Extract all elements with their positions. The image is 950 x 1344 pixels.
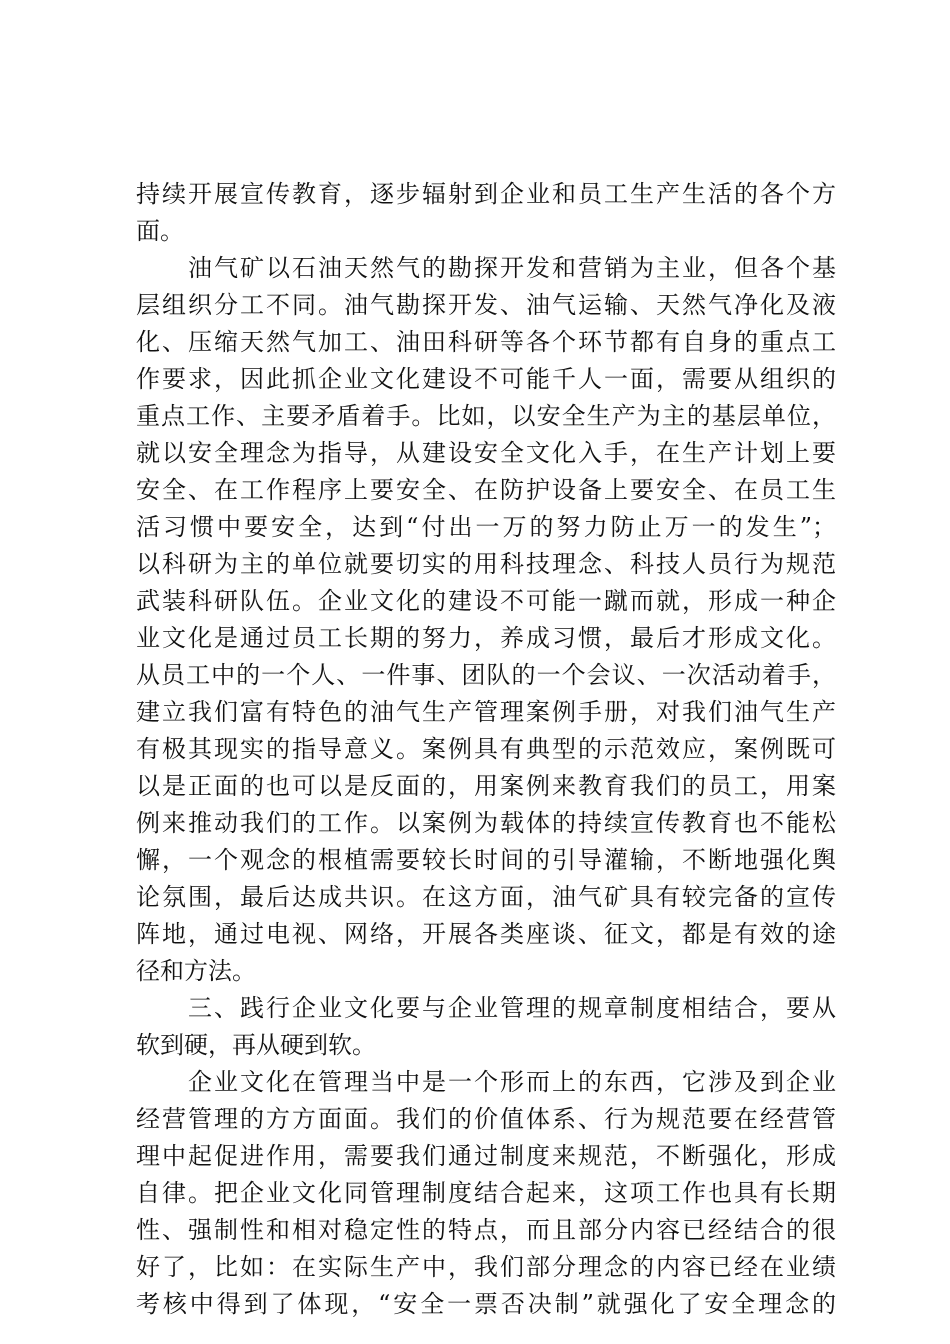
text-line: 安全、在工作程序上要安全、在防护设备上要安全、在员工生: [136, 476, 836, 504]
text-line: 经营管理的方方面面。我们的价值体系、行为规范要在经营管: [136, 1105, 836, 1133]
text-line: 有极其现实的指导意义。案例具有典型的示范效应，案例既可: [136, 735, 836, 763]
text-line: 自律。把企业文化同管理制度结合起来，这项工作也具有长期: [136, 1179, 836, 1207]
text-line: 企业文化在管理当中是一个形而上的东西，它涉及到企业: [136, 1068, 836, 1096]
text-line: 懈，一个观念的根植需要较长时间的引导灌输，不断地强化舆: [136, 846, 836, 874]
text-line: 论氛围，最后达成共识。在这方面，油气矿具有较完备的宣传: [136, 883, 836, 911]
text-line: 好了，比如：在实际生产中，我们部分理念的内容已经在业绩: [136, 1253, 836, 1281]
text-line: 业文化是通过员工长期的努力，养成习惯，最后才形成文化。: [136, 624, 836, 652]
text-line: 油气矿以石油天然气的勘探开发和营销为主业，但各个基: [136, 254, 836, 282]
text-line: 理中起促进作用，需要我们通过制度来规范，不断强化，形成: [136, 1142, 836, 1170]
text-line: 性、强制性和相对稳定性的特点，而且部分内容已经结合的很: [136, 1216, 836, 1244]
text-line: 武装科研队伍。企业文化的建设不可能一蹴而就，形成一种企: [136, 587, 836, 615]
text-line: 持续开展宣传教育，逐步辐射到企业和员工生产生活的各个方: [136, 180, 836, 208]
text-line: 面。: [136, 217, 184, 245]
text-line: 以科研为主的单位就要切实的用科技理念、科技人员行为规范: [136, 550, 836, 578]
text-line: 活习惯中要安全，达到“付出一万的努力防止万一的发生”；: [136, 513, 836, 541]
text-line: 以是正面的也可以是反面的，用案例来教育我们的员工，用案: [136, 772, 836, 800]
text-line: 径和方法。: [136, 957, 256, 985]
text-line: 作要求，因此抓企业文化建设不可能千人一面，需要从组织的: [136, 365, 836, 393]
text-line: 建立我们富有特色的油气生产管理案例手册，对我们油气生产: [136, 698, 836, 726]
text-line: 三、践行企业文化要与企业管理的规章制度相结合，要从: [136, 994, 836, 1022]
text-line: 例来推动我们的工作。以案例为载体的持续宣传教育也不能松: [136, 809, 836, 837]
text-line: 阵地，通过电视、网络，开展各类座谈、征文，都是有效的途: [136, 920, 836, 948]
text-line: 考核中得到了体现，“安全一票否决制”就强化了安全理念的: [136, 1290, 836, 1318]
text-line: 化、压缩天然气加工、油田科研等各个环节都有自身的重点工: [136, 328, 836, 356]
text-line: 软到硬，再从硬到软。: [136, 1031, 376, 1059]
text-line: 就以安全理念为指导，从建设安全文化入手，在生产计划上要: [136, 439, 836, 467]
text-line: 从员工中的一个人、一件事、团队的一个会议、一次活动着手，: [136, 661, 836, 689]
text-line: 重点工作、主要矛盾着手。比如，以安全生产为主的基层单位，: [136, 402, 836, 430]
text-line: 层组织分工不同。油气勘探开发、油气运输、天然气净化及液: [136, 291, 836, 319]
